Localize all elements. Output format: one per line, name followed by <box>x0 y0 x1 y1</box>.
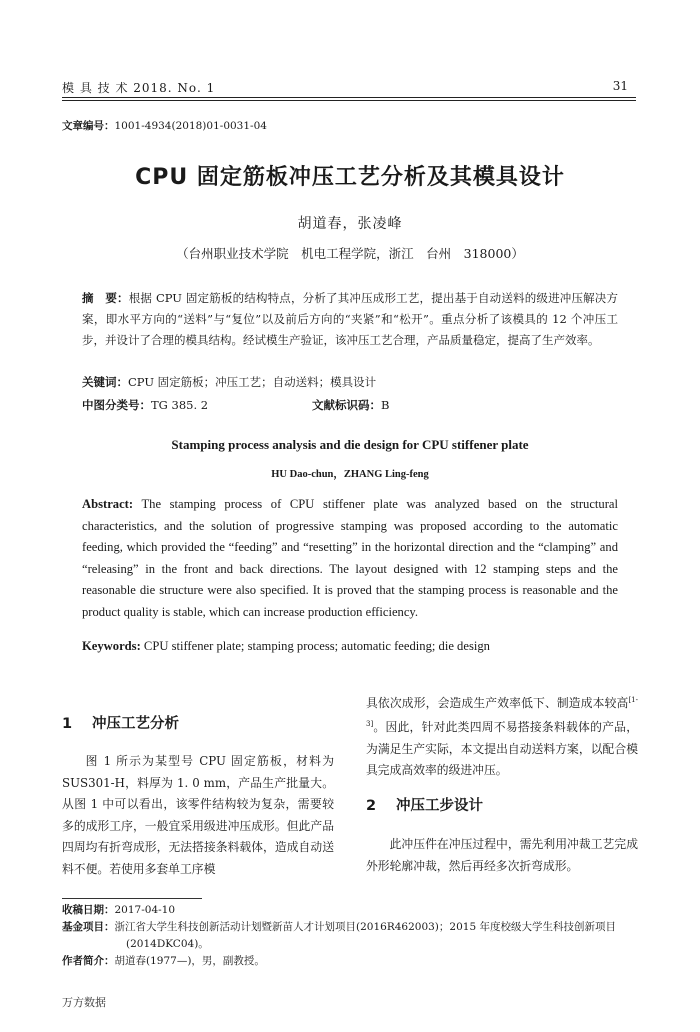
section-1-number: 1 <box>62 716 73 732</box>
clc-value: TG 385. 2 <box>151 398 209 412</box>
affiliation: （台州职业技术学院 机电工程学院，浙江 台州 318000） <box>176 246 524 261</box>
keywords-cn-label: 关键词： <box>82 375 128 389</box>
abstract-cn <box>82 288 618 350</box>
footnote-fund <box>62 919 642 953</box>
received-date: 2017-04-10 <box>114 904 176 916</box>
header-rule-thick <box>62 97 636 98</box>
keywords-cn <box>82 374 376 390</box>
fund-text: 浙江省大学生科技创新活动计划暨新苗人才计划项目(2016R462003)；2015 年度校级大学生科技创新项目(2014DKC04)。 <box>114 921 616 950</box>
author-bio-text: 胡道春(1977—)，男，副教授。 <box>114 955 265 967</box>
citation-ref: [1-3] <box>366 696 638 729</box>
keywords-cn-text: CPU 固定筋板；冲压工艺；自动送料；模具设计 <box>128 375 377 389</box>
section-2-heading <box>366 794 483 815</box>
watermark: 万方数据 <box>62 996 106 1009</box>
footnote-rule <box>62 898 202 899</box>
paper-title: CPU 固定筋板冲压工艺分析及其模具设计 <box>135 165 565 190</box>
section-2-number: 2 <box>366 798 377 814</box>
abstract-cn-text: 根据 CPU 固定筋板的结构特点，分析了其冲压成形工艺，提出基于自动送料的级进冲压解决方案，即水平方向的“送料”与“复位”以及前后方向的“夹紧”和“松开”。重点分析了该模具的 12 个冲压工步，并设计了合理的模具结构。经试模生产验证，该冲压工艺合理，产品质量稳定，提高了生产效率。 <box>82 291 618 347</box>
keywords-en-text: CPU stiffener plate; stamping process; automatic feeding; die design <box>143 639 490 653</box>
abstract-en <box>82 494 618 623</box>
keywords-en-label: Keywords: <box>82 639 141 653</box>
clc-number <box>82 397 208 413</box>
right-column-bottom <box>366 834 638 877</box>
abstract-en-text: The stamping process of CPU stiffener plate was analyzed based on the structural characteristics, and the solution of progressive stamping was proposed according to the automatic feeding, which provided the “feeding” and “resetting” in the horizontal direction and the “clamping” and “releasing” in the front and back directions. The layout designed with 12 stamping steps and the reasonable die structure were also specified. It is proved that the stamping process is reasonable and the product quality is stable, which can increase production efficiency. <box>82 497 619 619</box>
footnote-received <box>62 902 642 919</box>
author-bio-label: 作者简介： <box>62 955 115 967</box>
continued-text-a: 具依次成形，会造成生产效率低下、制造成本较高 <box>366 695 629 710</box>
section-2-title: 冲压工步设计 <box>396 798 483 814</box>
section-1-heading <box>62 712 179 733</box>
english-title: Stamping process analysis and die design for CPU stiffener plate <box>171 437 529 452</box>
continued-paragraph <box>366 690 638 782</box>
fund-label: 基金项目： <box>62 921 115 933</box>
doc-code-label: 文献标识码： <box>312 398 381 412</box>
clc-label: 中图分类号： <box>82 398 151 412</box>
doc-code-value: B <box>381 398 390 412</box>
english-authors: HU Dao-chun，ZHANG Ling-feng <box>271 469 429 480</box>
section-1-title: 冲压工艺分析 <box>92 716 179 732</box>
keywords-en <box>82 639 490 654</box>
running-header-journal: 模 具 技 术 2018. No. 1 <box>62 81 216 95</box>
page-number: 31 <box>612 79 628 93</box>
section-1-paragraph: 图 1 所示为某型号 CPU 固定筋板，材料为 SUS301-H，料厚为 1. 0 mm，产品生产批量大。从图 1 中可以看出，该零件结构较为复杂，需要较多的成形工序，一般宜采用级进冲压成形。但此产品四周均有折弯成形，无法搭接条料载体，造成自动送料不便。若使用多套单工序模 <box>62 754 334 876</box>
article-number <box>62 118 267 133</box>
header-rule-thin <box>62 100 636 101</box>
received-label: 收稿日期： <box>62 904 115 916</box>
left-column <box>62 751 334 880</box>
abstract-en-label: Abstract: <box>82 497 134 511</box>
authors: 胡道春，张凌峰 <box>297 216 403 232</box>
footnote-author <box>62 953 642 970</box>
article-number-label: 文章编号： <box>62 120 115 132</box>
document-code <box>312 397 389 413</box>
abstract-cn-label: 摘 要： <box>82 291 129 305</box>
continued-text-b: 。因此，针对此类四周不易搭接条料载体的产品，为满足生产实际，本文提出自动送料方案，以配合模具完成高效率的级进冲压。 <box>366 720 638 778</box>
right-column-top <box>366 690 638 782</box>
article-number-value: 1001-4934(2018)01-0031-04 <box>114 120 267 132</box>
section-2-paragraph: 此冲压件在冲压过程中，需先利用冲裁工艺完成外形轮廓冲裁，然后再经多次折弯成形。 <box>366 837 638 873</box>
